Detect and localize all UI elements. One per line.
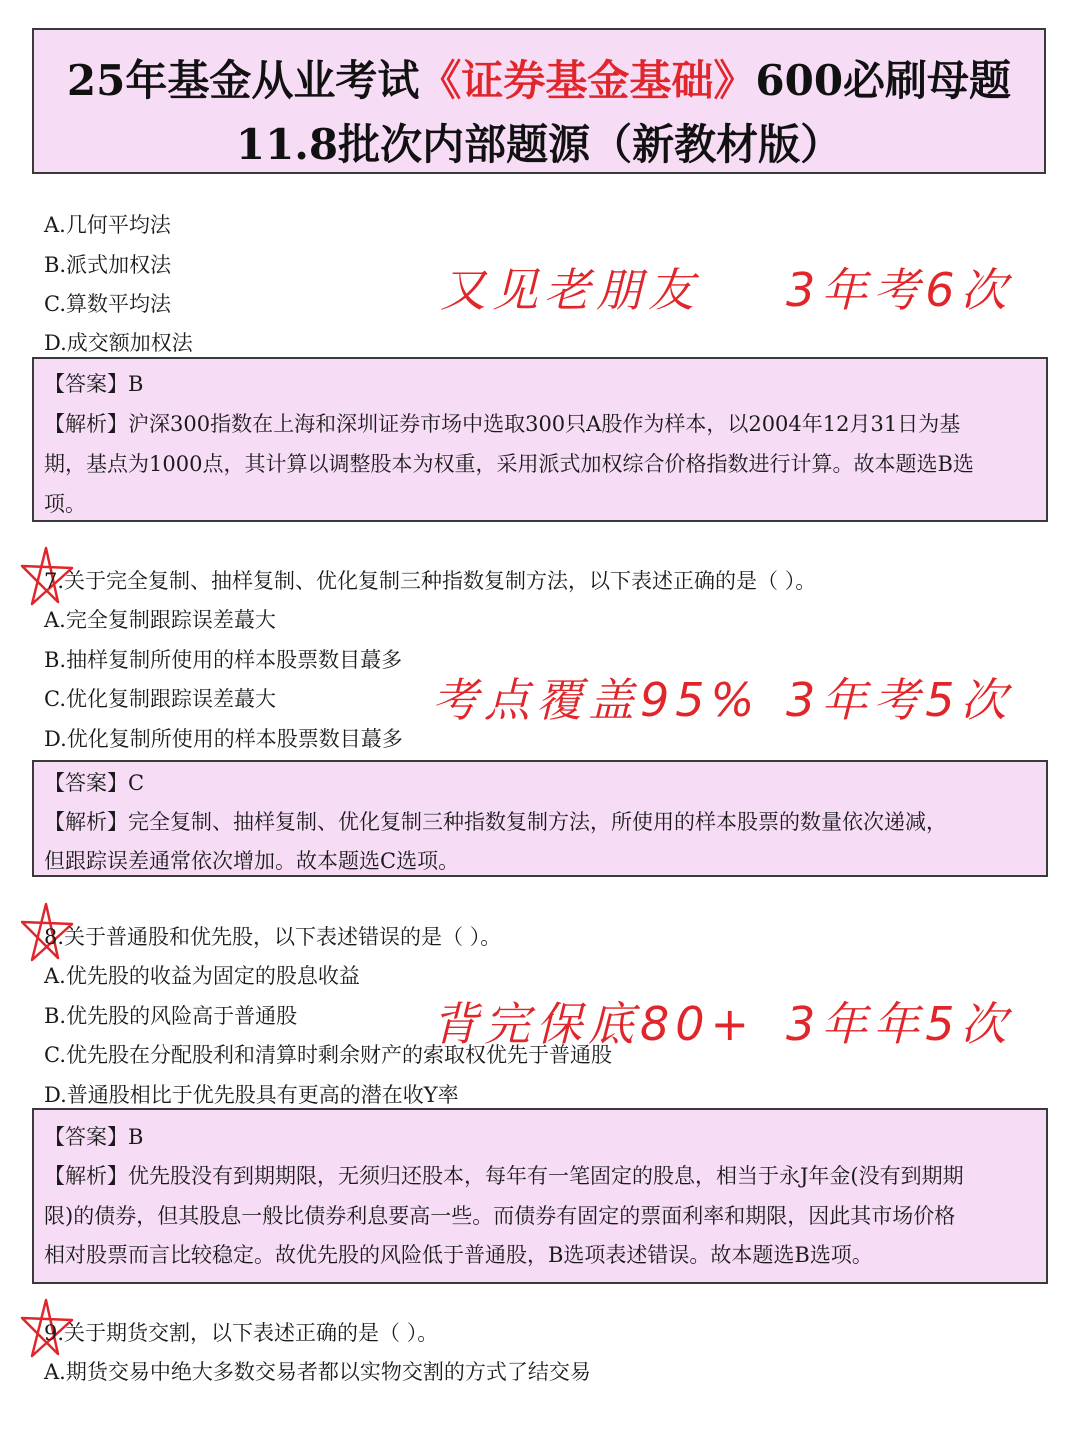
q8-analysis-line-2: 限)的债券，但其股息一般比债券利息要高一些。而债券有固定的票面利率和期限，因此其市场价格: [44, 1204, 956, 1228]
q7-option-b: B.抽样复制所使用的样本股票数目蕞多: [44, 648, 403, 672]
q6-option-c: C.算数平均法: [44, 292, 171, 316]
q8-option-b: B.优先股的风险高于普通股: [44, 1004, 298, 1028]
handwritten-note-1-right: 3年考6次: [786, 263, 1013, 317]
q8-question: 8.关于普通股和优先股，以下表述错误的是（ ）。: [44, 925, 502, 949]
q7-answer: 【答案】C: [44, 771, 145, 795]
handwritten-note-3-right: 3年年5次: [786, 997, 1013, 1051]
q7-analysis-line-1: 【解析】完全复制、抽样复制、优化复制三种指数复制方法，所使用的样本股票的数量依次递减，: [44, 810, 947, 834]
handwritten-note-3-left: 背完保底80+: [432, 997, 756, 1051]
title-highlight: 《证券基金基础》: [419, 56, 756, 105]
q7-option-a: A.完全复制跟踪误差蕞大: [44, 608, 276, 632]
q7-option-c: C.优化复制跟踪误差蕞大: [44, 687, 276, 711]
title-suffix: 600必刷母题: [755, 56, 1012, 105]
q8-option-a: A.优先股的收益为固定的股息收益: [44, 964, 360, 988]
q7-analysis-line-2: 但跟踪误差通常依次增加。故本题选C选项。: [44, 849, 460, 873]
q9-question: 9.关于期货交割，以下表述正确的是（ ）。: [44, 1321, 439, 1345]
q6-option-b: B.派式加权法: [44, 253, 172, 277]
handwritten-note-2-left: 考点覆盖95%: [432, 673, 761, 727]
q6-answer: 【答案】B: [44, 372, 144, 396]
q8-analysis-line-1: 【解析】优先股没有到期期限，无须归还股本，每年有一笔固定的股息，相当于永J年金(没有到期期: [44, 1164, 964, 1188]
q9-option-a: A.期货交易中绝大多数交易者都以实物交割的方式了结交易: [44, 1360, 591, 1384]
handwritten-note-2-right: 3年考5次: [786, 673, 1013, 727]
q6-analysis-line-1: 【解析】沪深300指数在上海和深圳证券市场中选取300只A股作为样本，以2004年12月31日为基: [44, 412, 961, 436]
q8-option-c: C.优先股在分配股利和清算时剩余财产的索取权优先于普通股: [44, 1043, 612, 1067]
q8-option-d: D.普通股相比于优先股具有更高的潜在收Y率: [44, 1083, 459, 1107]
title-line-2: 11.8批次内部题源（新教材版）: [235, 120, 843, 169]
q6-analysis-line-3: 项。: [44, 492, 86, 516]
q7-option-d: D.优化复制所使用的样本股票数目蕞多: [44, 727, 403, 751]
q8-answer: 【答案】B: [44, 1125, 144, 1149]
q6-analysis-line-2: 期，基点为1000点，其计算以调整股本为权重，采用派式加权综合价格指数进行计算。故本题选B选: [44, 452, 974, 476]
q6-option-a: A.几何平均法: [44, 213, 171, 237]
q8-analysis-line-3: 相对股票而言比较稳定。故优先股的风险低于普通股，B选项表述错误。故本题选B选项。: [44, 1243, 873, 1267]
q6-option-d: D.成交额加权法: [44, 331, 193, 355]
title-prefix: 25年基金从业考试: [66, 56, 420, 105]
handwritten-note-1-left: 又见老朋友: [440, 263, 700, 317]
q7-question: 7.关于完全复制、抽样复制、优化复制三种指数复制方法，以下表述正确的是（ ）。: [44, 569, 817, 593]
title-line-1: [34, 48, 1044, 108]
title-banner: [32, 28, 1046, 174]
q7-answer-box: [32, 760, 1048, 877]
q8-answer-box: [32, 1108, 1048, 1284]
q6-answer-box: [32, 357, 1048, 522]
